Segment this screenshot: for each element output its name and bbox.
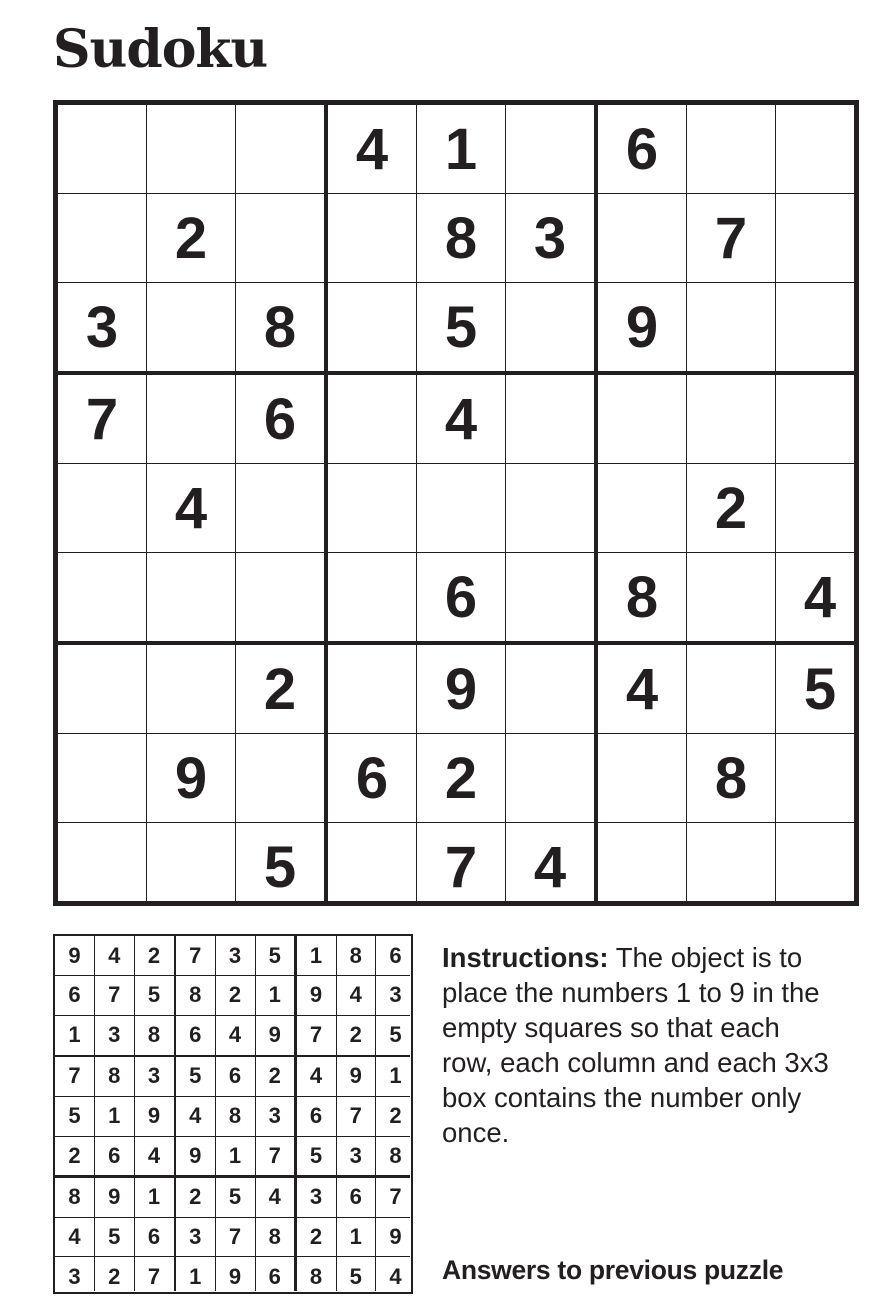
- instructions-text: The object is to place the numbers 1 to 9 in the empty squares so that each row, each column and each 3x3 box contains the number only once.: [442, 942, 829, 1148]
- answer-cell: 7: [268, 1142, 281, 1168]
- answer-cell: 5: [108, 1223, 121, 1249]
- puzzle-cell: 2: [174, 205, 208, 271]
- answer-cell: 2: [268, 1063, 281, 1089]
- empty-puzzle-cell[interactable]: [687, 823, 775, 911]
- answer-cell: 4: [189, 1103, 202, 1128]
- empty-puzzle-cell[interactable]: [687, 375, 775, 463]
- answer-cell: 8: [309, 1263, 323, 1289]
- empty-puzzle-cell[interactable]: [236, 464, 324, 552]
- answer-cell: 4: [389, 1263, 402, 1289]
- answers-caption: Answers to previous puzzle: [442, 1255, 784, 1285]
- answer-cell: 3: [108, 1022, 121, 1047]
- empty-puzzle-cell[interactable]: [58, 645, 146, 733]
- answer-cell: 1: [108, 1103, 121, 1128]
- empty-puzzle-cell[interactable]: [328, 283, 416, 371]
- page-title: Sudoku: [53, 19, 268, 80]
- answer-cell: 5: [349, 1263, 362, 1289]
- answer-cell: 3: [349, 1142, 362, 1168]
- puzzle-cell: 9: [444, 656, 478, 722]
- empty-puzzle-cell[interactable]: [506, 283, 594, 371]
- puzzle-cell: 2: [714, 475, 748, 541]
- puzzle-cell: 4: [174, 475, 208, 541]
- answer-cell: 5: [228, 1184, 242, 1209]
- puzzle-cell: 5: [263, 834, 297, 900]
- answer-cell: 9: [228, 1263, 242, 1289]
- answer-cell: 6: [108, 1142, 121, 1168]
- empty-puzzle-cell[interactable]: [147, 375, 235, 463]
- empty-puzzle-cell[interactable]: [687, 553, 775, 641]
- answer-cell: 8: [389, 1142, 402, 1168]
- answer-cell: 9: [68, 942, 81, 968]
- empty-puzzle-cell[interactable]: [598, 464, 686, 552]
- answer-cell: 9: [189, 1142, 202, 1168]
- empty-puzzle-cell[interactable]: [506, 645, 594, 733]
- puzzle-cell: 3: [533, 205, 567, 271]
- puzzle-cell: 6: [263, 386, 297, 452]
- puzzle-cell: 3: [85, 294, 119, 360]
- answer-cell: 6: [189, 1022, 202, 1047]
- empty-puzzle-cell[interactable]: [776, 375, 864, 463]
- empty-puzzle-cell[interactable]: [147, 105, 235, 193]
- answer-cell: 1: [349, 1223, 362, 1249]
- answer-cell: 5: [147, 982, 161, 1008]
- empty-puzzle-cell[interactable]: [328, 464, 416, 552]
- answer-cell: 2: [228, 982, 242, 1008]
- answer-cell: 7: [389, 1184, 402, 1209]
- puzzle-cell: 9: [625, 294, 659, 360]
- answer-cell: 8: [349, 942, 362, 968]
- answer-cell: 4: [68, 1223, 81, 1249]
- empty-puzzle-cell[interactable]: [147, 645, 235, 733]
- answer-cell: 7: [189, 942, 202, 968]
- puzzle-cell: 1: [444, 116, 478, 182]
- answer-cell: 5: [309, 1142, 323, 1168]
- answer-cell: 4: [228, 1022, 242, 1047]
- answer-cell: 4: [147, 1142, 161, 1168]
- puzzle-cell: 4: [355, 116, 389, 182]
- empty-puzzle-cell[interactable]: [58, 194, 146, 282]
- answer-cell: 7: [228, 1223, 242, 1249]
- empty-puzzle-cell[interactable]: [506, 464, 594, 552]
- puzzle-cell: 6: [355, 745, 389, 811]
- answer-cell: 7: [108, 982, 121, 1008]
- answer-cell: 5: [268, 942, 281, 968]
- answer-cell: 9: [309, 982, 323, 1008]
- empty-puzzle-cell[interactable]: [236, 105, 324, 193]
- empty-puzzle-cell[interactable]: [58, 105, 146, 193]
- answer-cell: 6: [389, 942, 402, 968]
- empty-puzzle-cell[interactable]: [147, 553, 235, 641]
- puzzle-cell: 4: [533, 834, 567, 900]
- puzzle-cell: 9: [174, 745, 208, 811]
- answer-cell: 5: [389, 1022, 402, 1047]
- empty-puzzle-cell[interactable]: [328, 553, 416, 641]
- empty-puzzle-cell[interactable]: [236, 553, 324, 641]
- empty-puzzle-cell[interactable]: [776, 734, 864, 822]
- answer-cell: 7: [68, 1063, 81, 1089]
- puzzle-cell: 5: [444, 294, 478, 360]
- empty-puzzle-cell[interactable]: [776, 194, 864, 282]
- empty-puzzle-cell[interactable]: [328, 645, 416, 733]
- answer-cell: 5: [68, 1103, 81, 1128]
- answer-cell: 1: [309, 942, 323, 968]
- answer-cell: 6: [228, 1063, 242, 1089]
- answer-cell: 1: [228, 1142, 242, 1168]
- answer-cell: 7: [147, 1263, 161, 1289]
- answer-cell: 9: [108, 1184, 121, 1209]
- puzzle-cell: 2: [444, 745, 478, 811]
- empty-puzzle-cell[interactable]: [506, 553, 594, 641]
- empty-puzzle-cell[interactable]: [598, 734, 686, 822]
- answer-cell: 4: [268, 1184, 281, 1209]
- answer-cell: 8: [228, 1103, 242, 1128]
- empty-puzzle-cell[interactable]: [776, 105, 864, 193]
- empty-puzzle-cell[interactable]: [58, 823, 146, 911]
- empty-puzzle-cell[interactable]: [58, 734, 146, 822]
- answer-cell: 2: [309, 1223, 323, 1249]
- puzzle-cell: 2: [263, 656, 297, 722]
- answer-cell: 3: [389, 982, 402, 1008]
- answer-cell: 8: [147, 1022, 161, 1047]
- answer-cell: 2: [189, 1184, 202, 1209]
- answer-cell: 9: [147, 1103, 161, 1128]
- answer-cell: 6: [349, 1184, 362, 1209]
- puzzle-cell: 7: [444, 834, 478, 900]
- empty-puzzle-cell[interactable]: [506, 375, 594, 463]
- empty-puzzle-cell[interactable]: [506, 105, 594, 193]
- answer-cell: 8: [268, 1223, 281, 1249]
- answer-cell: 7: [309, 1022, 323, 1047]
- answer-cell: 3: [228, 942, 242, 968]
- puzzle-cell: 8: [714, 745, 748, 811]
- empty-puzzle-cell[interactable]: [236, 194, 324, 282]
- puzzle-cell: 7: [85, 386, 119, 452]
- answer-cell: 8: [189, 982, 202, 1008]
- empty-puzzle-cell[interactable]: [58, 553, 146, 641]
- empty-puzzle-cell[interactable]: [328, 375, 416, 463]
- answer-cell: 2: [349, 1022, 362, 1047]
- answer-cell: 1: [189, 1263, 202, 1289]
- empty-puzzle-cell[interactable]: [506, 734, 594, 822]
- answer-cell: 1: [147, 1184, 161, 1209]
- answer-cell: 4: [309, 1063, 323, 1089]
- answer-cell: 9: [268, 1022, 281, 1047]
- answer-cell: 2: [389, 1103, 402, 1128]
- puzzle-cell: 4: [803, 564, 837, 630]
- instructions-label: Instructions:: [442, 942, 609, 973]
- empty-puzzle-cell[interactable]: [58, 464, 146, 552]
- answer-cell: 4: [349, 982, 362, 1008]
- answer-cell: 6: [268, 1263, 281, 1289]
- empty-puzzle-cell[interactable]: [328, 194, 416, 282]
- answer-cell: 5: [189, 1063, 202, 1089]
- answer-cell: 3: [268, 1103, 281, 1128]
- empty-puzzle-cell[interactable]: [687, 645, 775, 733]
- empty-puzzle-cell[interactable]: [687, 105, 775, 193]
- sudoku-puzzle-grid: [53, 100, 859, 906]
- puzzle-cell: 6: [444, 564, 478, 630]
- answer-cell: 2: [108, 1263, 121, 1289]
- answer-cell: 9: [389, 1223, 402, 1249]
- answer-cell: 1: [389, 1063, 402, 1089]
- answer-cell: 6: [147, 1223, 161, 1249]
- empty-puzzle-cell[interactable]: [776, 464, 864, 552]
- puzzle-cell: 7: [714, 205, 748, 271]
- empty-puzzle-cell[interactable]: [598, 375, 686, 463]
- answer-cell: 4: [108, 942, 121, 968]
- previous-answers-grid: [53, 934, 413, 1294]
- answer-cell: 6: [309, 1103, 323, 1128]
- empty-puzzle-cell[interactable]: [236, 734, 324, 822]
- empty-puzzle-cell[interactable]: [417, 464, 505, 552]
- empty-puzzle-cell[interactable]: [598, 823, 686, 911]
- answer-cell: 8: [108, 1063, 121, 1089]
- puzzle-cell: 5: [803, 656, 837, 722]
- puzzle-cell: 6: [625, 116, 659, 182]
- answer-cell: 1: [68, 1022, 81, 1047]
- puzzle-cell: 8: [625, 564, 659, 630]
- answer-cell: 2: [147, 942, 161, 968]
- answer-cell: 7: [349, 1103, 362, 1128]
- answer-cell: 2: [68, 1142, 81, 1168]
- answer-cell: 3: [147, 1063, 161, 1089]
- empty-puzzle-cell[interactable]: [328, 823, 416, 911]
- empty-puzzle-cell[interactable]: [147, 283, 235, 371]
- empty-puzzle-cell[interactable]: [776, 823, 864, 911]
- answer-cell: 3: [68, 1263, 81, 1289]
- empty-puzzle-cell[interactable]: [147, 823, 235, 911]
- answer-cell: 3: [189, 1223, 202, 1249]
- instructions: [442, 940, 832, 1150]
- answer-cell: 9: [349, 1063, 362, 1089]
- puzzle-cell: 8: [263, 294, 297, 360]
- puzzle-cell: 4: [625, 656, 659, 722]
- empty-puzzle-cell[interactable]: [776, 283, 864, 371]
- answer-cell: 1: [268, 982, 281, 1008]
- answer-cell: 6: [68, 982, 81, 1008]
- puzzle-cell: 8: [444, 205, 478, 271]
- empty-puzzle-cell[interactable]: [687, 283, 775, 371]
- answer-cell: 8: [68, 1184, 81, 1209]
- empty-puzzle-cell[interactable]: [598, 194, 686, 282]
- answer-cell: 3: [309, 1184, 323, 1209]
- puzzle-cell: 4: [444, 386, 478, 452]
